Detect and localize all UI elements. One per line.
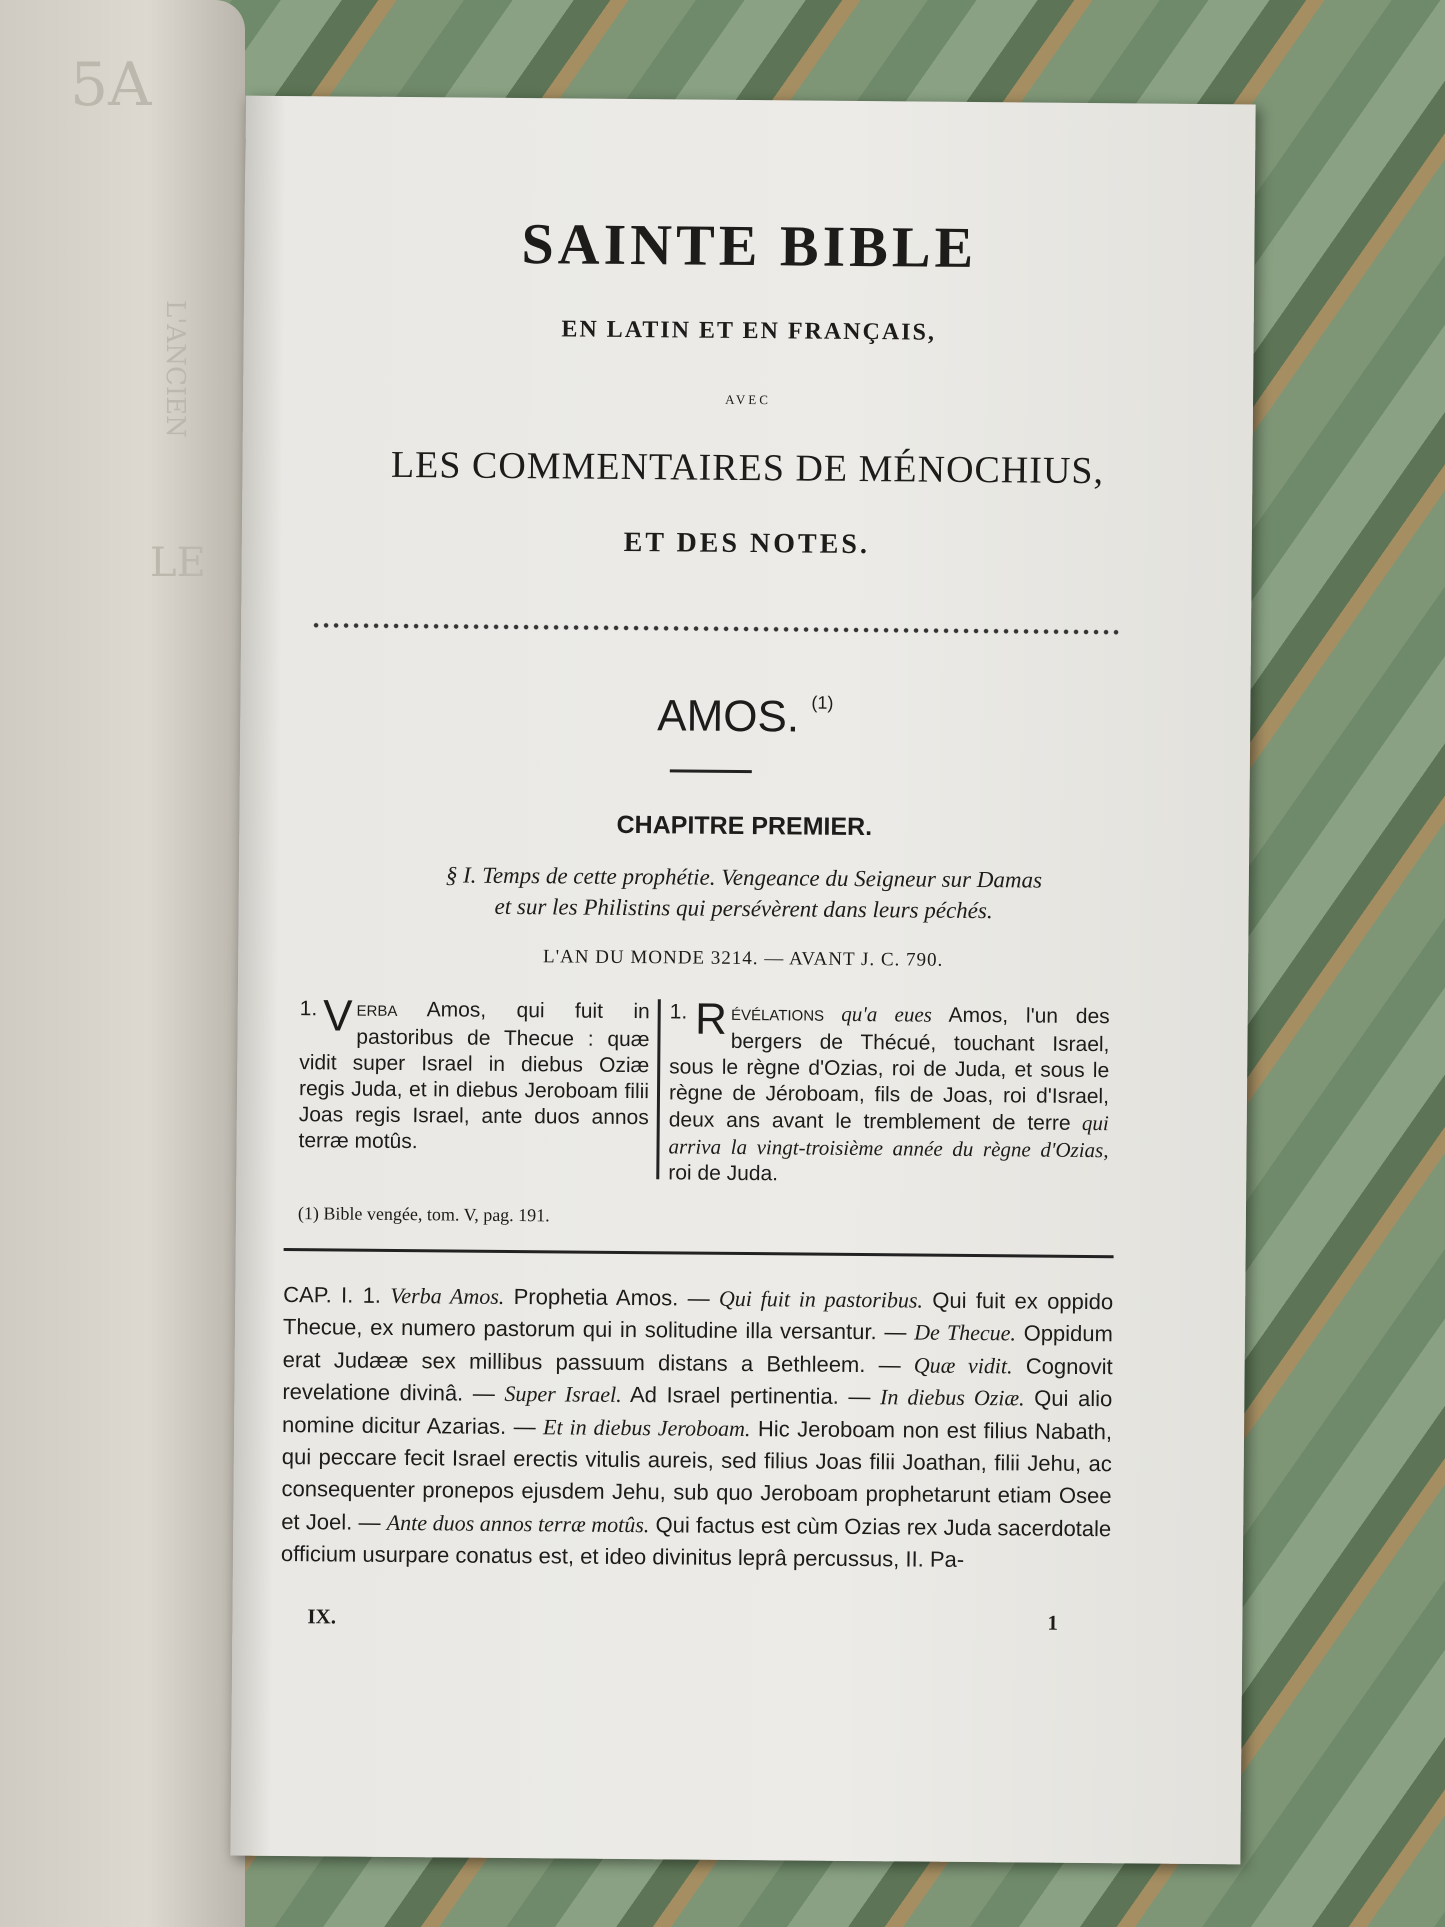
verse-italic: qui arriva la vingt-troisième année du règne d'Ozias, (668, 1110, 1109, 1163)
verse-text: Amos, qui fuit in pastoribus de Thecue : quæ vidit super Israel in diebus Oziæ regis Juda, et in diebus Jeroboam filii Joas regis Israel, ante duos annos terræ motûs. (298, 997, 650, 1154)
verse-italic: qu'a eues (823, 1001, 933, 1027)
commentary-text: Qui alio nomine dicitur Azarias. — (281, 1385, 1113, 1439)
column-divider (656, 999, 661, 1179)
section-line: § I. Temps de cette prophétie. Vengeance du Seigneur sur Damas (445, 862, 1043, 893)
date-line: L'AN DU MONDE 3214. — AVANT J. C. 790. (542, 946, 944, 971)
commentary-lemma: Super Israel. (504, 1381, 622, 1408)
subtitle: EN LATIN ET EN FRANÇAIS, (561, 316, 937, 346)
smallcaps: ERBA (356, 1002, 398, 1020)
section-line: et sur les Philistins qui persévèrent dans leurs péchés. (494, 893, 993, 924)
book-name (240, 688, 1250, 747)
drop-cap: V (322, 991, 353, 1041)
chapter-heading: CHAPITRE PREMIER. (616, 810, 873, 842)
ornamental-rule (311, 621, 1119, 636)
verse-text: roi de Juda. (668, 1161, 779, 1186)
commentary-lemma: Qui fuit in pastoribus. (718, 1285, 924, 1313)
commentary-text: Qui fuit ex oppido Thecue, ex numero pastorum qui in solitudine illa versantur. — (282, 1287, 1114, 1345)
signature-mark: IX. (307, 1604, 337, 1629)
left-page-fragment: L'ANCIEN (160, 300, 190, 438)
short-rule (670, 769, 752, 773)
avec-label: AVEC (725, 391, 771, 408)
commentary-lemma: Ante duos annos terræ motûs. (386, 1509, 650, 1538)
left-page (0, 0, 245, 1927)
divider-rule (284, 1248, 1114, 1258)
section-heading (239, 858, 1250, 929)
page-number: 1 (1047, 1610, 1059, 1635)
commentary-lemma: De Thecue. (914, 1319, 1017, 1346)
commentary-text: Prophetia Amos. — (504, 1283, 720, 1311)
book-name-text: AMOS. (657, 691, 800, 742)
book-page (230, 96, 1255, 1865)
verse-number: 1. (669, 1000, 688, 1024)
commentary-text: CAP. I. 1. (283, 1282, 391, 1308)
commentary (281, 1279, 1114, 1578)
french-column (668, 994, 1110, 1190)
notes-line: ET DES NOTES. (623, 526, 871, 561)
commentaries-line: LES COMMENTAIRES DE MÉNOCHIUS, (390, 443, 1105, 493)
commentary-text: Ad Israel pertinentia. — (621, 1382, 881, 1410)
commentary-text: Hic Jeroboam non est filius Nabath, qui peccare fecit Israel erectis vitulis aureis, sed filius Joas filii Joathan, filii Jehu, ac consequenter pronepos ejusdem Jehu, sub quo Jeroboam prophetarunt etiam Osee et Joel. — (281, 1415, 1113, 1535)
left-page-fragment: 5A (70, 50, 152, 120)
smallcaps: ÉVÉLATIONS (730, 1006, 825, 1025)
book-title: SAINTE BIBLE (521, 211, 978, 281)
commentary-text: Oppidum erat Judææ sex millibus passuum distans a Bethleem. — (282, 1320, 1114, 1378)
left-page-fragment: LE (150, 540, 206, 586)
commentary-text: Qui factus est cùm Ozias rex Juda sacerdotale officium usurpare conatus est, et ideo divinitus leprâ percussus, II. Pa- (280, 1512, 1112, 1573)
commentary-lemma: In diebus Oziæ. (879, 1384, 1025, 1411)
verse-text: Amos, l'un des bergers de Thécué, touchant Israel, sous le règne d'Ozias, roi de Juda, et sous le règne de Jéroboam, fils de Joas, roi d'Israel, deux ans avant le tremblement de terre (668, 1003, 1110, 1135)
commentary-lemma: Verba Amos. (390, 1282, 505, 1309)
note-reference: (1) (811, 692, 834, 713)
commentary-lemma: Quæ vidit. (913, 1352, 1013, 1379)
footnote: (1) Bible vengée, tom. V, pag. 191. (297, 1203, 550, 1226)
commentary-text: Cognovit revelatione divinâ. — (282, 1353, 1113, 1407)
verse-number: 1. (299, 997, 318, 1021)
latin-column (298, 991, 650, 1157)
commentary-lemma: Et in diebus Jeroboam. (543, 1413, 751, 1441)
drop-cap: R (694, 994, 728, 1044)
